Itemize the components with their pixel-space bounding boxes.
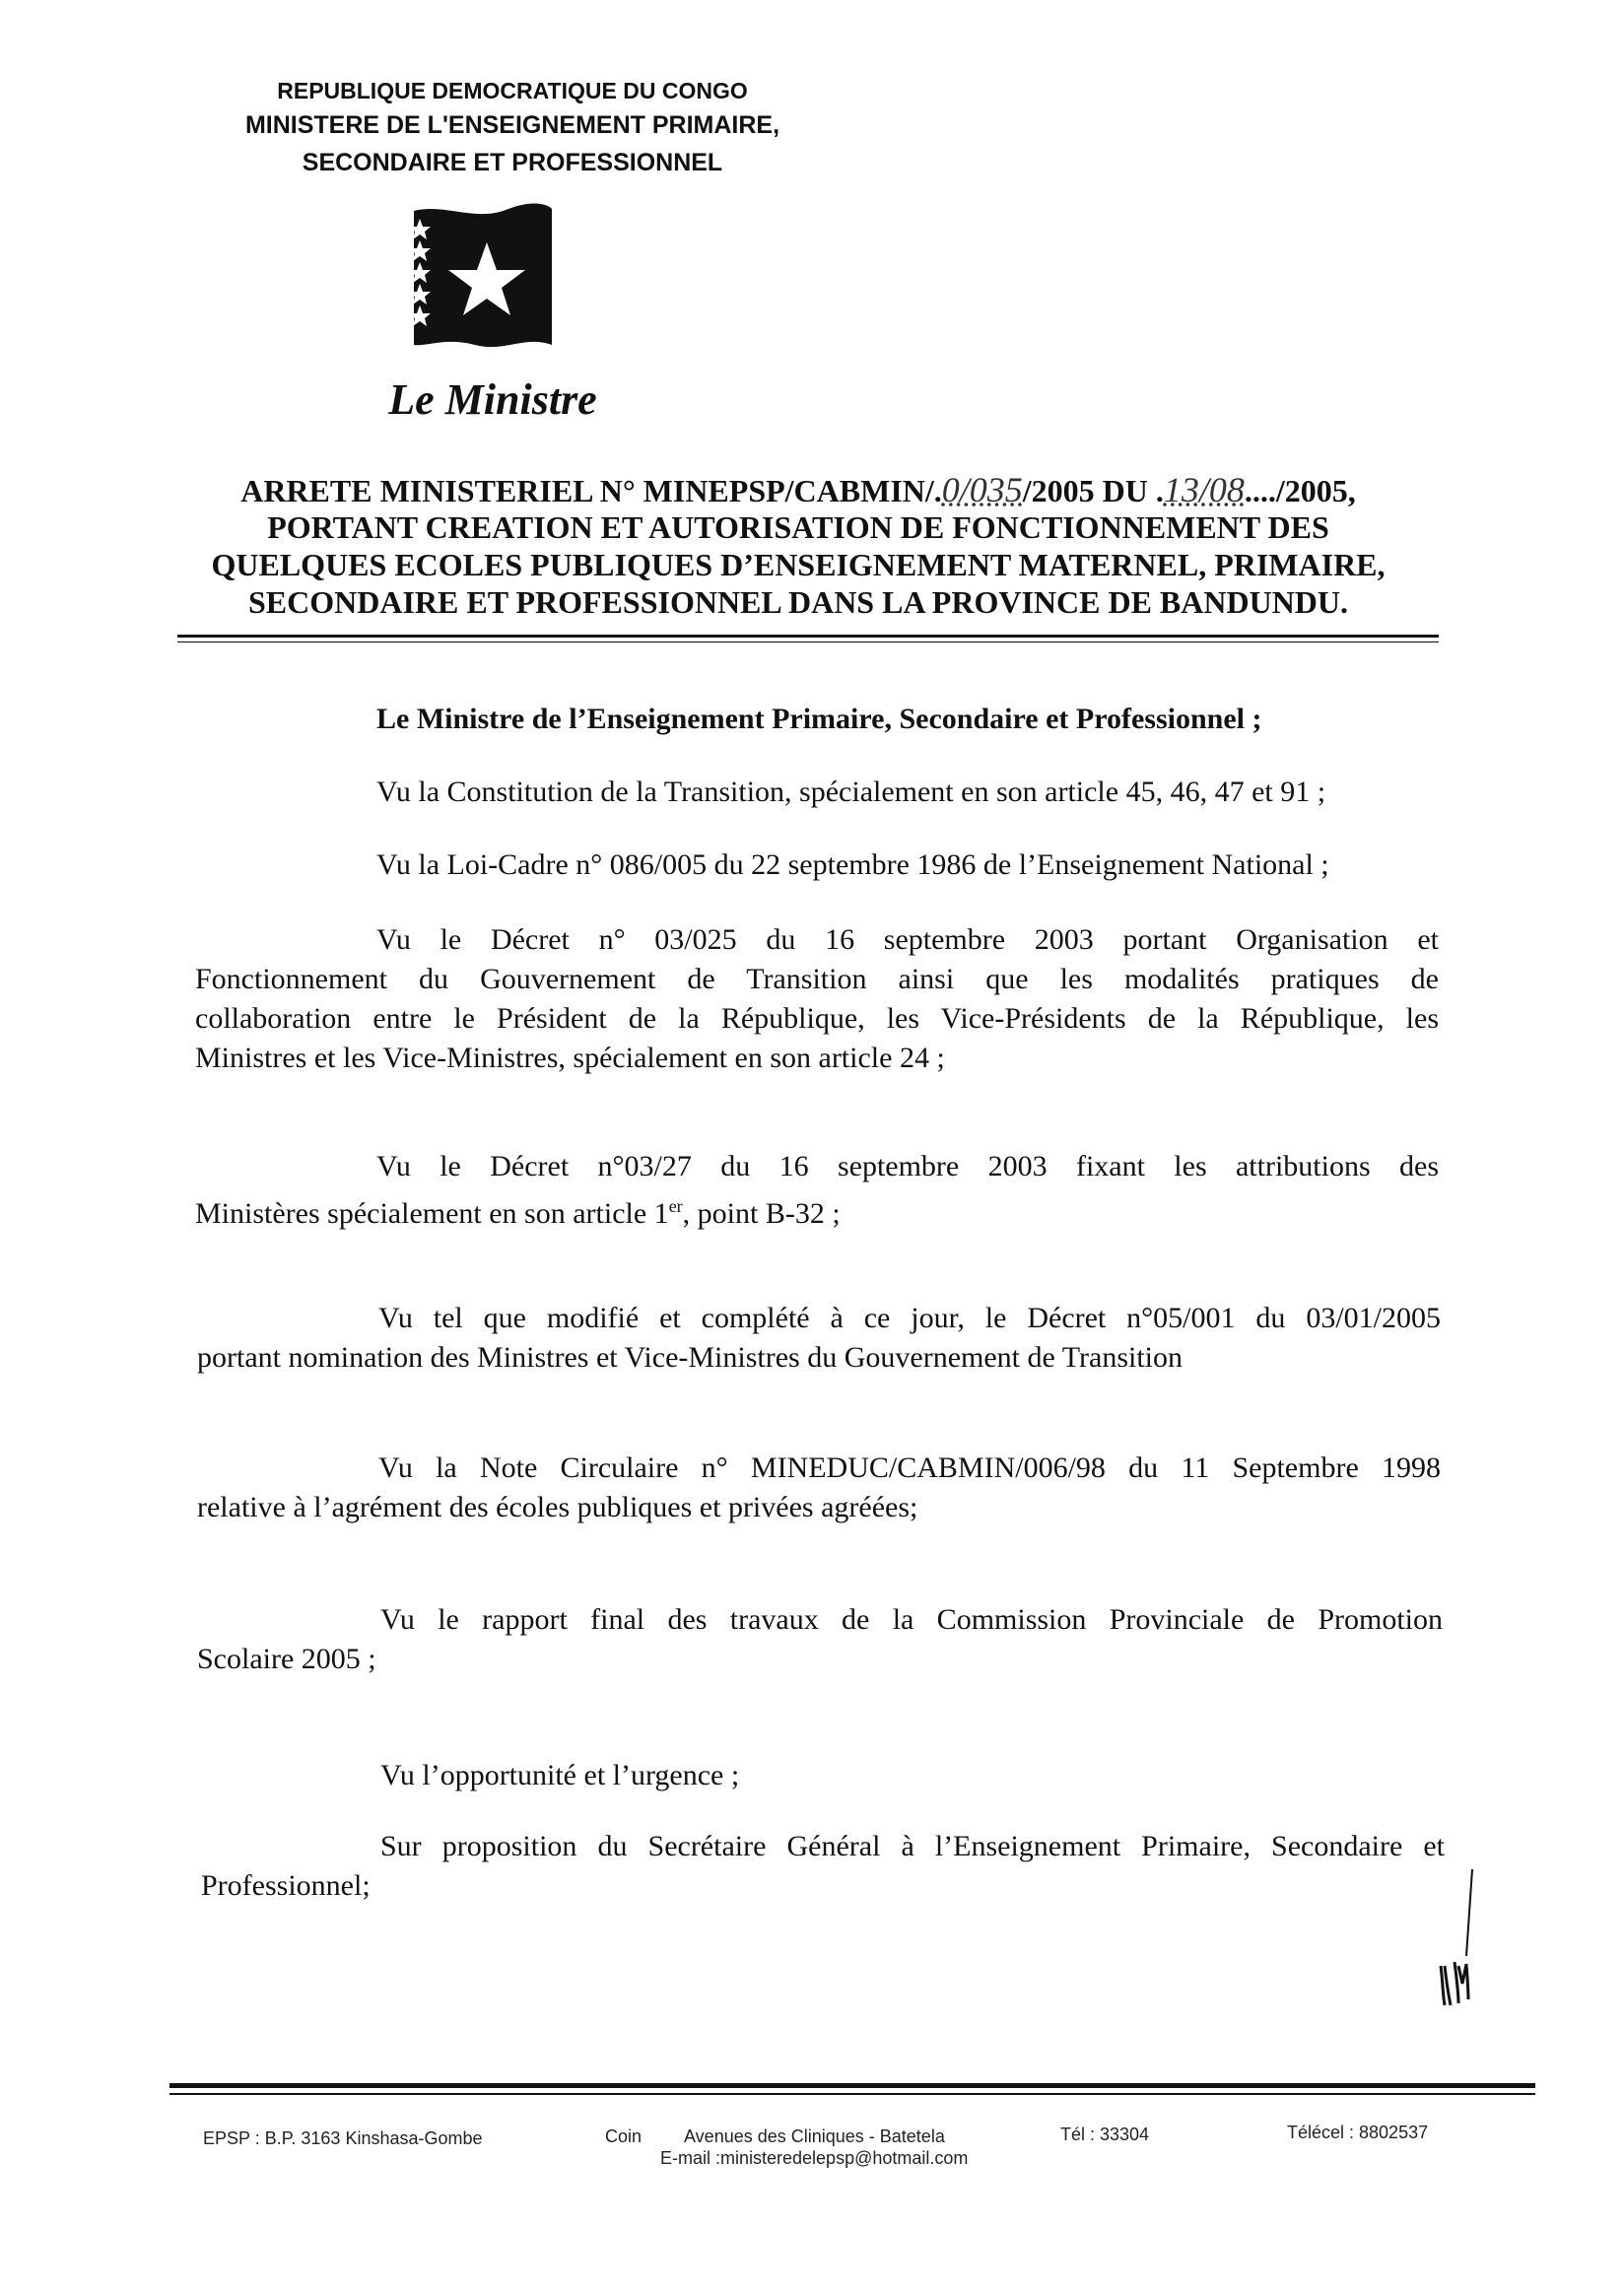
le-ministre-heading: Le Ministre xyxy=(388,375,597,424)
footer-rule-thin xyxy=(169,2093,1535,2095)
ministry-heading-line2: SECONDAIRE ET PROFESSIONNEL xyxy=(302,149,723,176)
decree-middle: /2005 DU . xyxy=(1022,473,1164,508)
decree-title-line1 xyxy=(148,471,1449,509)
decree-suffix: ..../2005, xyxy=(1244,473,1356,508)
paragraph-decret-03-27 xyxy=(195,1147,1439,1234)
title-divider-thin xyxy=(177,641,1439,642)
decree-prefix: ARRETE MINISTERIEL N° MINEPSP/CABMIN/. xyxy=(240,473,942,508)
republic-heading: REPUBLIQUE DEMOCRATIQUE DU CONGO xyxy=(277,78,748,103)
p3-line: Vu le Décret n° 03/025 du 16 septembre 2003 portant Organisation et xyxy=(376,923,1439,956)
paragraph-opportunite: Vu l’opportunité et l’urgence ; xyxy=(380,1759,740,1791)
decree-title-line2: PORTANT CREATION ET AUTORISATION DE FONCTIONNEMENT DES xyxy=(267,509,1329,545)
p6-line: relative à l’agrément des écoles publiques et privées agréées; xyxy=(197,1491,918,1523)
title-divider xyxy=(177,635,1439,638)
paragraph-note-circulaire xyxy=(197,1449,1441,1527)
p5-line: portant nomination des Ministres et Vice-Ministres du Gouvernement de Transition xyxy=(197,1341,1184,1374)
ministry-heading-line1: MINISTERE DE L'ENSEIGNEMENT PRIMAIRE, xyxy=(244,111,780,139)
p9-line: Professionnel; xyxy=(201,1869,371,1902)
paragraph-proposition xyxy=(201,1827,1445,1906)
footer-avenues: Avenues des Cliniques - Batetela xyxy=(684,2126,945,2146)
p4-text-a: Ministères spécialement en son article 1 xyxy=(195,1197,669,1230)
paragraph-rapport-final xyxy=(197,1600,1443,1679)
decree-title-line3: QUELQUES ECOLES PUBLIQUES D’ENSEIGNEMENT MATERNEL, PRIMAIRE, xyxy=(211,547,1386,582)
p7-line: Scolaire 2005 ; xyxy=(197,1643,376,1675)
footer-address: EPSP : B.P. 3163 Kinshasa-Gombe xyxy=(203,2128,483,2148)
p3-line: collaboration entre le Président de la République, les Vice-Présidents de la République, les xyxy=(195,1002,1439,1035)
footer-email: E-mail :ministeredelepsp@hotmail.com xyxy=(660,2148,969,2168)
footer-tel: Tél : 33304 xyxy=(1060,2125,1150,2144)
flag-star-emblem-icon xyxy=(406,197,554,355)
intro-line: Le Ministre de l’Enseignement Primaire, Secondaire et Professionnel ; xyxy=(376,703,1262,735)
p5-line: Vu tel que modifié et complété à ce jour, le Décret n°05/001 du 03/01/2005 xyxy=(378,1302,1441,1334)
p3-line: Fonctionnement du Gouvernement de Transition ainsi que les modalités pratiques de xyxy=(195,963,1439,995)
paragraph-loi-cadre: Vu la Loi-Cadre n° 086/005 du 22 septembre 1986 de l’Enseignement National ; xyxy=(376,848,1329,881)
p4-superscript: er xyxy=(668,1196,683,1216)
p9-line: Sur proposition du Secrétaire Général à l’Enseignement Primaire, Secondaire et xyxy=(380,1830,1445,1862)
p4-line: Vu le Décret n°03/27 du 16 septembre 2003 fixant les attributions des xyxy=(376,1150,1439,1182)
p4-text-b: , point B-32 ; xyxy=(682,1197,841,1230)
paragraph-constitution: Vu la Constitution de la Transition, spécialement en son article 45, 46, 47 et 91 ; xyxy=(376,776,1326,808)
p7-line: Vu le rapport final des travaux de la Commission Provinciale de Promotion xyxy=(380,1603,1443,1636)
initials-mark xyxy=(1429,1867,1488,2015)
p4-line xyxy=(195,1186,1439,1234)
paragraph-decret-03-025 xyxy=(195,920,1439,1078)
footer-coin: Coin xyxy=(605,2126,643,2146)
decree-number-handwritten: 0/035 xyxy=(941,470,1023,509)
decree-date-handwritten: 13/08 xyxy=(1163,470,1245,509)
footer-telecel: Télécel : 8802537 xyxy=(1287,2123,1429,2142)
decree-title-line4: SECONDAIRE ET PROFESSIONNEL DANS LA PROVINCE DE BANDUNDU. xyxy=(247,584,1349,620)
paragraph-decret-05-001 xyxy=(197,1299,1441,1378)
footer-rule-thick xyxy=(169,2083,1535,2088)
p6-line: Vu la Note Circulaire n° MINEDUC/CABMIN/006/98 du 11 Septembre 1998 xyxy=(378,1451,1441,1484)
p3-line: Ministres et les Vice-Ministres, spécialement en son article 24 ; xyxy=(195,1042,945,1074)
